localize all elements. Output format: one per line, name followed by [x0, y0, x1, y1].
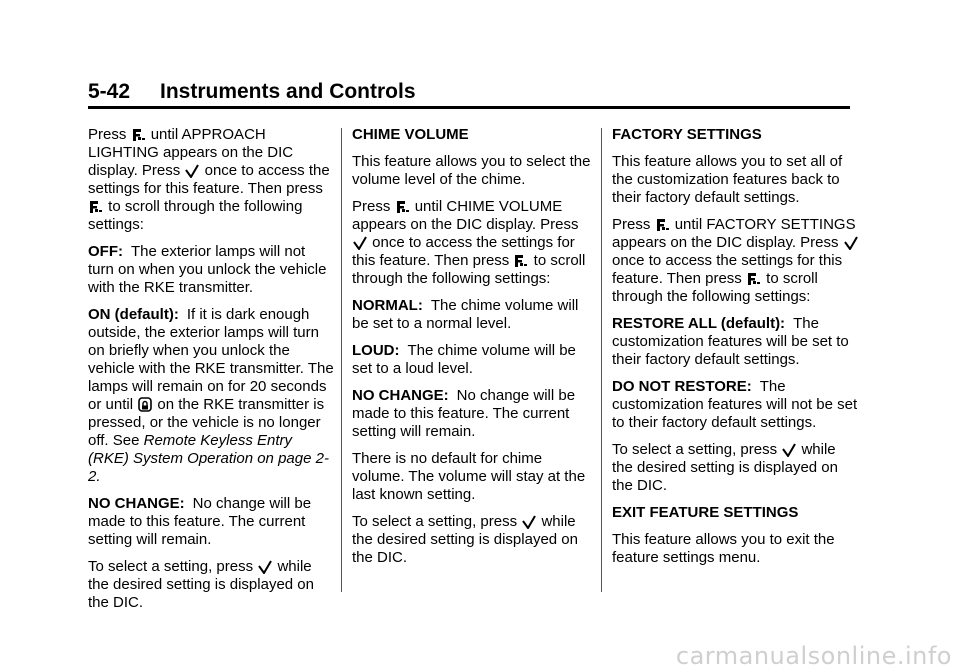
page-number: 5-42 — [88, 80, 131, 103]
dic-menu-icon — [656, 218, 670, 232]
setting-restore-all: RESTORE ALL (default): The customization features will be set to their factory default settings. — [612, 315, 849, 368]
exit-paragraph: This feature allows you to exit the feature settings menu. — [612, 531, 835, 566]
column-divider — [341, 128, 342, 592]
setting-on-default: ON (default): If it is dark enough outside, the exterior lamps will turn on briefly when you unlock the vehicle with the RKE transmitter. The lamps will remain on for 20 seconds or until on the RKE transmitter is pressed, or the vehicle is no longer off. See Remote Keyless Entry (RKE) System Operation on page 2-2. — [88, 306, 334, 485]
checkmark-select-icon — [522, 515, 536, 529]
select-instruction: To select a setting, press while the desired setting is displayed on the DIC. — [612, 441, 838, 494]
instruction-paragraph: Press until APPROACH LIGHTING appears on the DIC display. Press once to access the settings for this feature. Then press to scroll through the following settings: — [88, 126, 330, 233]
setting-do-not-restore: DO NOT RESTORE: The customization features will not be set to their factory default settings. — [612, 378, 858, 431]
section-title: Instruments and Controls — [160, 80, 416, 103]
setting-no-change: NO CHANGE: No change will be made to this feature. The current setting will remain. — [352, 387, 576, 440]
intro-paragraph: This feature allows you to select the volume level of the chime. — [352, 153, 591, 188]
checkmark-select-icon — [844, 236, 858, 250]
dic-menu-icon — [747, 272, 761, 286]
cross-reference: Remote Keyless Entry (RKE) System Operation on page 2-2 — [88, 432, 329, 485]
section-heading: FACTORY SETTINGS — [612, 126, 762, 143]
checkmark-select-icon — [185, 164, 199, 178]
column-chime-volume — [352, 126, 592, 576]
section-heading: CHIME VOLUME — [352, 126, 469, 143]
checkmark-select-icon — [782, 443, 796, 457]
column-approach-lighting — [88, 126, 334, 621]
setting-off: OFF: The exterior lamps will not turn on when you unlock the vehicle with the RKE transmitter. — [88, 243, 327, 296]
select-instruction: To select a setting, press while the desired setting is displayed on the DIC. — [352, 513, 578, 566]
page-header — [88, 80, 850, 109]
dic-menu-icon — [396, 200, 410, 214]
setting-normal: NORMAL: The chime volume will be set to a normal level. — [352, 297, 579, 332]
dic-menu-icon — [132, 128, 146, 142]
setting-loud: LOUD: The chime volume will be set to a loud level. — [352, 342, 576, 377]
checkmark-select-icon — [353, 236, 367, 250]
section-heading-exit: EXIT FEATURE SETTINGS — [612, 504, 799, 521]
dic-menu-icon — [514, 254, 528, 268]
rke-lock-icon — [138, 397, 152, 412]
checkmark-select-icon — [258, 560, 272, 574]
instruction-paragraph: Press until FACTORY SETTINGS appears on the DIC display. Press once to access the settings for this feature. Then press to scroll through the following settings: — [612, 216, 860, 306]
dic-menu-icon — [89, 200, 103, 214]
column-divider — [601, 128, 602, 592]
setting-no-change: NO CHANGE: No change will be made to this feature. The current setting will remain. — [88, 495, 312, 548]
column-factory-settings — [612, 126, 860, 576]
instruction-paragraph: Press until CHIME VOLUME appears on the DIC display. Press once to access the settings for this feature. Then press to scroll through the following settings: — [352, 198, 586, 287]
intro-paragraph: This feature allows you to set all of the customization features back to their factory default settings. — [612, 153, 843, 206]
watermark: carmanualsonline.info — [675, 642, 952, 670]
select-instruction: To select a setting, press while the desired setting is displayed on the DIC. — [88, 558, 314, 611]
no-default-note: There is no default for chime volume. The volume will stay at the last known setting. — [352, 450, 586, 503]
